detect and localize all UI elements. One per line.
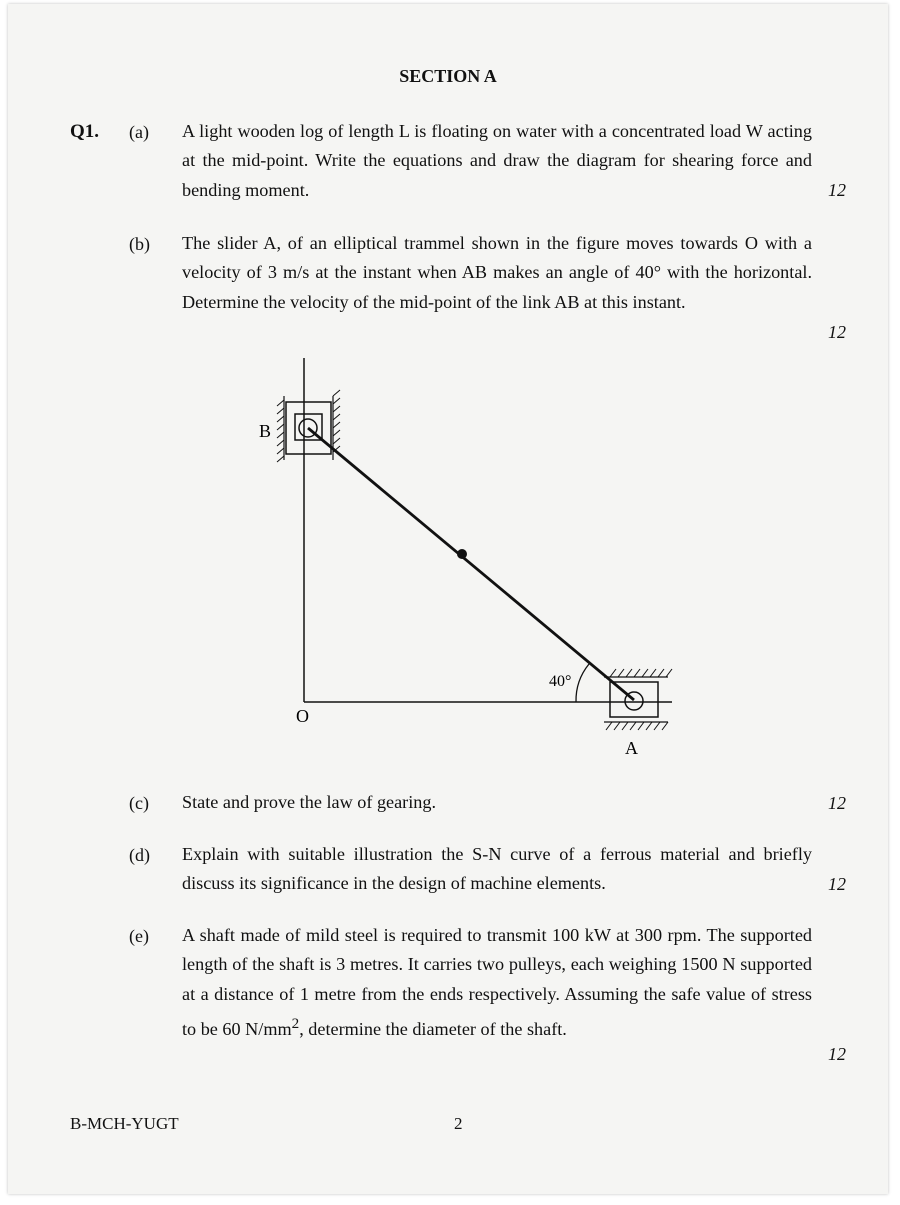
part-d-label: (d) xyxy=(129,845,150,865)
exam-page xyxy=(8,4,888,1194)
part-c-label: (c) xyxy=(129,793,149,813)
footer-code: B-MCH-YUGT xyxy=(70,1114,179,1133)
label-b: B xyxy=(259,421,272,441)
part-e-text xyxy=(182,921,812,1044)
part-e-text-after: , determine the diameter of the shaft. xyxy=(299,1018,567,1039)
part-b-text: The slider A, of an elliptical trammel shown in the figure moves towards O with a velocity of 3 m/s at the instant when AB makes an angle of 40° with the horizontal. Determine the velocity of the mid-point of the link AB at this instant. xyxy=(182,233,812,312)
part-e-superscript: 2 xyxy=(291,1014,300,1032)
link-midpoint xyxy=(457,549,467,559)
question-number: Q1. xyxy=(70,121,100,142)
part-a-text: A light wooden log of length L is floating on water with a concentrated load W acting at the mid-point. Write the equations and draw the diagram for shearing force and bending moment. xyxy=(182,121,812,200)
part-e-label: (e) xyxy=(129,926,149,946)
angle-arc xyxy=(576,664,589,702)
label-o: O xyxy=(296,706,309,726)
part-a-label: (a) xyxy=(129,122,149,142)
part-c-marks: 12 xyxy=(828,793,846,813)
section-title: SECTION A xyxy=(399,66,497,86)
label-a: A xyxy=(625,738,638,758)
part-e-text-before: A shaft made of mild steel is required to transmit 100 kW at 300 rpm. The supported length of the shaft is 3 metres. It carries two pulleys, each weighing 1500 N supported at a distance of 1 metre from the ends respectively. Assuming the safe value of stress to be 60 N/mm xyxy=(182,925,812,1039)
part-c-text: State and prove the law of gearing. xyxy=(182,792,437,812)
part-b-label: (b) xyxy=(129,234,150,254)
part-d-text: Explain with suitable illustration the S-N curve of a ferrous material and briefly discuss its significance in the design of machine elements. xyxy=(182,844,812,894)
slider-b xyxy=(277,390,340,462)
part-d-marks: 12 xyxy=(828,874,846,894)
elliptical-trammel-figure xyxy=(248,344,708,764)
part-b-marks: 12 xyxy=(828,322,846,342)
angle-label: 40° xyxy=(549,673,572,690)
link-ab xyxy=(308,428,634,700)
slider-a xyxy=(604,669,672,730)
part-a-marks: 12 xyxy=(828,180,846,200)
part-e-marks: 12 xyxy=(828,1044,846,1064)
page-number: 2 xyxy=(454,1114,463,1133)
